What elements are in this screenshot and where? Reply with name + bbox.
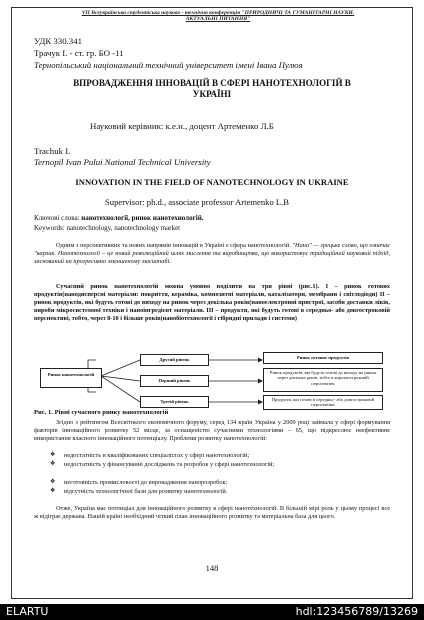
long-term-products-box: Продукти, які готові в середньо- або довгостроковій перспективі (263, 395, 383, 410)
paragraph-1-quote: "Нано" — грецьке слово, що означає "карлик. Нанотехнології – це новий революційний шлях мислення та виробництва, що використовує традиційний науковий підхід, заснований на прогресивно зменшеному масштабі. (34, 242, 390, 265)
page-number: 148 (205, 563, 219, 573)
bullet-item: ❖ неготовність промисловості до впровадження нанорозробок; (50, 479, 228, 486)
footer-handle-link[interactable]: hdl:123456789/13269 (295, 605, 418, 618)
footer-bar (0, 604, 424, 620)
title-ua-line-1: ВПРОВАДЖЕННЯ ІННОВАЦІЙ В СФЕРІ НАНОТЕХНОЛОГІЙ В (73, 78, 351, 88)
level-2-box: Другий рівень (140, 354, 209, 366)
paragraph-4 (34, 505, 390, 521)
level-1-box: Перший рівень (140, 375, 209, 387)
ready-products-box: Ринок готових продуктів (263, 352, 383, 364)
bullet-diamond-icon: ❖ (50, 452, 56, 458)
market-box: Ринок нанотехнологій (40, 368, 102, 388)
author-en: Trachuk I. (34, 146, 71, 156)
author-ua: Трачук І. - ст. гр. БО -11 (34, 48, 124, 58)
bullet-item: ❖ відсутність технологічної бази для розвитку нанотехнологій. (50, 488, 228, 495)
paragraph-4-text: Отже, Україна має потенціал для інноваційного розвитку в сфері нанотехнологій. В більшій мірі роль у цьому процесі все ж відіграє держава. Нашій країні необхідний чіткий план інноваційного розвитку та матеріальна база для цього. (34, 505, 390, 520)
footer-repository-name: ELARTU (6, 605, 49, 618)
title-ua-line-2: УКРАЇНІ (192, 89, 232, 99)
level-3-box: Третій рівень (140, 396, 209, 408)
keywords-en-value: nanotechnology, nanotechnology market (66, 224, 181, 232)
keywords-en-label: Keywords: (34, 224, 67, 232)
conference-line-2: АКТУАЛЬНІ ПИТАННЯ" (185, 16, 251, 23)
paragraph-1-text: Одним з перспективних та нових напрямів інновацій в Україні є сфера нанотехнологій. (56, 242, 291, 249)
affiliation-en: Ternopil Ivan Pului National Technical University (34, 157, 211, 167)
conference-line-1: VII Всеукраїнська студентська науково - технічна конференція "ПРИРОДНИЧІ ТА ГУМАНІТАРНІ НАУКИ. (81, 10, 355, 16)
bullet-item: ❖ недостатність в кваліфікованих спеціалістах у сфері нанотехнологій; (50, 452, 250, 459)
udc-code: УДК 330.341 (34, 36, 82, 46)
paragraph-3-text: Згідно з рейтингом Всесвітнього економічного форуму, серед 134 країн Україна у 2009 році займала у сфері формування факторів інноваційного розвитку 52 місце, за оснащеністю сучасними технологіями – 65, що підкреслює неефективне використання власного інноваційного потенціалу. Проблеми розвитку нанотехнологій: (34, 419, 390, 442)
paragraph-2-text: Сучасний ринок нанотехнологій можна умовно поділити на три рівні (рис.1). I – ринок готових продуктів(нанодисперсні матеріали: покриття, кераміка, композитні матеріали, каталізатори, мембрани і світлодіоди) II – ринок продуктів, які будуть готові до виходу на ринок через декілька років(наноелектронні пристрої, засоби доставки ліків, вироби мікросистемної техніки і наноінгредієнт матеріали. III – продукти, які будуть готові в середньо- або довгостроковій перспективі, тобто, через 8-10 і більше років(нанобіотехнології і гібридні прилади і системи) (34, 283, 390, 322)
keywords-ua-value: нанотехнології, ринок нанотехнологій. (81, 214, 204, 222)
supervisor-en: Supervisor: ph.d., associate professor Artemenko L.B (105, 197, 290, 207)
short-term-products-box: Ринок продуктів, які будуть готові до виходу на ринок через декілька років, тобто в короткостроковій перспективі (263, 368, 383, 392)
bullet-diamond-icon: ❖ (50, 461, 56, 467)
bullet-diamond-icon: ❖ (50, 479, 56, 485)
figure-caption: Рис. 1. Рівні сучасного ринку нанотехнологій (34, 409, 169, 416)
title-en: INNOVATION IN THE FIELD OF NANOTECHNOLOGY IN UKRAINE (75, 177, 349, 187)
paragraph-3 (34, 419, 390, 443)
affiliation-ua: Тернопільський національний технічний університет імені Івана Пулюя (34, 60, 303, 70)
bullet-item: ❖ недостатність у фінансуванні досліджень та розробок у сфері нанотехнологій; (50, 461, 275, 468)
bullet-diamond-icon: ❖ (50, 488, 56, 494)
keywords-ua-label: Ключові слова: (34, 214, 82, 222)
supervisor-ua: Науковий керівник: к.е.н., доцент Артеменко Л.Б (90, 121, 274, 131)
